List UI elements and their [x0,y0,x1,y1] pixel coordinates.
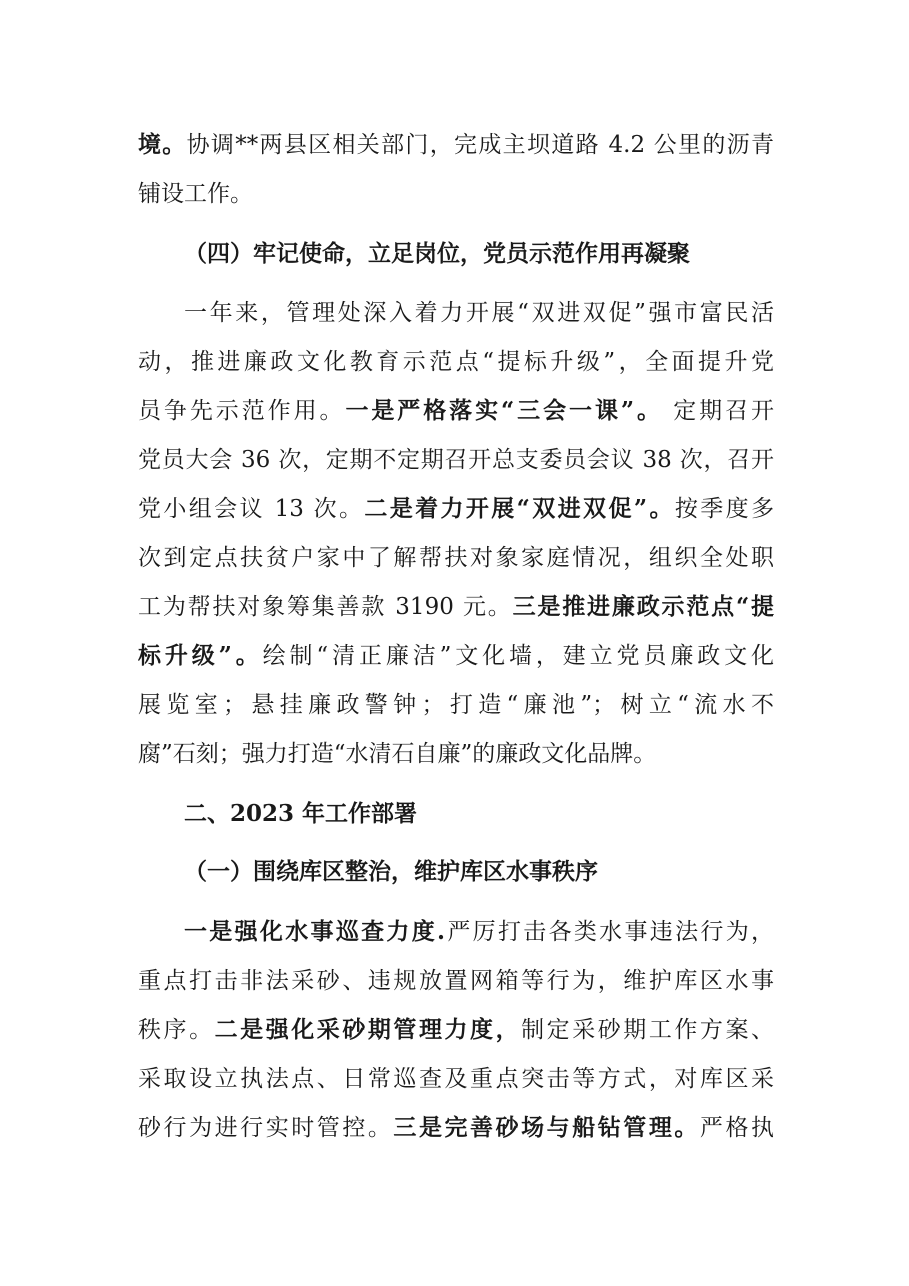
paragraph-line: 采取设立执法点、日常巡查及重点突击等方式，对库区采 [138,1066,774,1092]
section-heading-four: （四）牢记使命，立足岗位，党员示范作用再凝聚 [184,240,690,267]
paragraph-line: 党员大会 36 次，定期不定期召开总支委员会议 38 次，召开 [138,447,774,473]
paragraph-line: 砂行为进行实时管控。三是完善砂场与船钻管理。严格执 [138,1114,774,1141]
paragraph-line: 标升级”。绘制“清正廉洁”文化墙，建立党员廉政文化 [138,642,774,669]
paragraph-line: 铺设工作。 [138,181,253,207]
paragraph-line: 员争先示范作用。一是严格落实“三会一课”。 定期召开 [138,397,774,424]
paragraph-line: 重点打击非法采砂、违规放置网箱等行为，维护库区水事 [138,968,774,994]
paragraph-line: 次到定点扶贫户家中了解帮扶对象家庭情况，组织全处职 [138,545,774,571]
paragraph-line: 工为帮扶对象筹集善款 3190 元。三是推进廉政示范点“提 [138,593,774,620]
paragraph-line: 一年来，管理处深入着力开展“双进双促”强市富民活 [184,300,774,326]
paragraph-line: 展览室；悬挂廉政警钟；打造“廉池”；树立“流水不 [138,692,774,718]
paragraph-line: 境。协调**两县区相关部门，完成主坝道路 4.2 公里的沥青 [138,131,774,158]
paragraph-line: 一是强化水事巡查力度.严厉打击各类水事违法行为， [184,918,774,945]
paragraph-line: 党小组会议 13 次。二是着力开展“双进双促”。按季度多 [138,495,774,522]
section-heading-two: 二、2023 年工作部署 [184,800,418,827]
paragraph-line: 腐”石刻；强力打造“水清石自廉”的廉政文化品牌。 [138,741,657,767]
paragraph-line: 动，推进廉政文化教育示范点“提标升级”，全面提升党 [138,349,774,375]
paragraph-line: 秩序。二是强化采砂期管理力度，制定采砂期工作方案、 [138,1016,774,1043]
section-heading-one: （一）围绕库区整治，维护库区水事秩序 [184,858,598,885]
